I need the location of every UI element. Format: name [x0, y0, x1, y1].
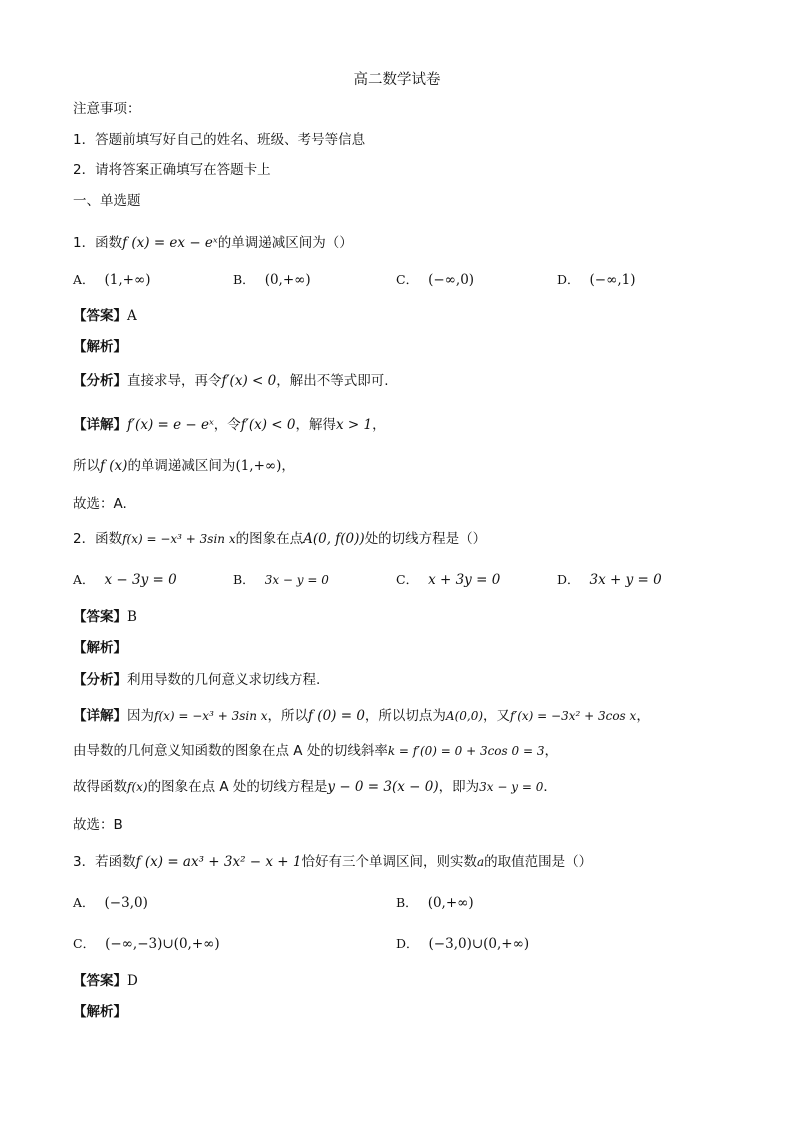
q3-mid: 恰好有三个单调区间，则实数 — [301, 854, 477, 870]
q1-so-expr: f (x) — [100, 458, 128, 474]
q3-option-b — [396, 893, 474, 913]
q2-mid: 的图象在点 — [235, 531, 304, 547]
q3-answer-value: D — [127, 973, 138, 989]
q1-answer — [73, 306, 137, 326]
q2-xj-c: ，所以切点为 — [364, 708, 446, 724]
q1-xj-expr1: f′(x) = e − eˣ — [127, 417, 214, 433]
q2-option-c-value: x + 3y = 0 — [428, 572, 501, 588]
q2-fenxi — [73, 670, 320, 690]
q1-option-b-label: B． — [233, 272, 255, 287]
q1-prefix: 1．函数 — [73, 235, 123, 251]
question-1 — [73, 233, 353, 253]
q1-option-c-label: C． — [396, 272, 419, 287]
note-1: 1．答题前填写好自己的姓名、班级、考号等信息 — [73, 132, 366, 148]
q3-var: a — [477, 855, 485, 869]
q2-xj-a: 因为 — [127, 708, 154, 724]
q1-option-c-value: (−∞,0) — [428, 272, 475, 288]
question-3 — [73, 852, 592, 872]
q2-analysis-label: 【解析】 — [73, 640, 127, 656]
q1-option-c — [396, 270, 474, 290]
q3-suffix: 的取值范围是（） — [484, 854, 593, 870]
q3-option-b-label: B． — [396, 895, 418, 910]
q1-analysis-tag — [73, 337, 127, 357]
q2-option-d-value: 3x + y = 0 — [589, 572, 662, 588]
q3-answer — [73, 971, 138, 991]
q2-choose: 故选：B — [73, 817, 123, 833]
q3-prefix: 3．若函数 — [73, 854, 136, 870]
q1-so-b: 的单调递减区间为 — [127, 458, 236, 474]
q2-xj-expr3: A(0,0) — [445, 709, 484, 723]
q2-option-b-label: B． — [233, 572, 255, 587]
q1-xj-a: ，令 — [213, 417, 241, 433]
q2-xiangjie — [73, 706, 650, 726]
q1-xiangjie-tag: 【详解】 — [73, 417, 127, 433]
q2-xj-expr1: f(x) = −x³ + 3sin x — [154, 709, 268, 723]
q1-option-d — [557, 270, 636, 290]
q3-option-a — [73, 893, 148, 913]
q1-fenxi-expr: f′(x) < 0 — [221, 373, 277, 389]
q3-option-b-value: (0,+∞) — [427, 895, 474, 911]
q2-option-a-value: x − 3y = 0 — [104, 572, 177, 588]
q2-l3-a: 故得函数 — [73, 779, 127, 795]
q2-answer-value: B — [127, 609, 137, 625]
q1-fenxi-a: 直接求导，再令 — [127, 373, 222, 389]
q2-option-a-label: A． — [73, 572, 95, 587]
q3-analysis-tag — [73, 1002, 127, 1022]
q1-xj-expr2: f′(x) < 0 — [240, 417, 296, 433]
q2-option-a — [73, 570, 177, 590]
q1-option-b-value: (0,+∞) — [264, 272, 311, 288]
q2-fenxi-tag: 【分析】 — [73, 672, 127, 688]
q1-fenxi-tag: 【分析】 — [73, 373, 127, 389]
q2-xj-e: ， — [636, 708, 650, 724]
q2-answer-tag: 【答案】 — [73, 609, 127, 625]
q1-option-a — [73, 270, 151, 290]
q1-so-c: ， — [281, 458, 295, 474]
q2-l3-d: ． — [543, 779, 557, 795]
notes-heading: 注意事项： — [73, 101, 141, 117]
q1-xj-c: ， — [372, 417, 386, 433]
q3-option-d-label: D． — [396, 936, 419, 951]
q1-suffix: 的单调递减区间为（） — [217, 235, 353, 251]
q2-tangent-line — [73, 777, 557, 797]
q1-xj-b: ，解得 — [295, 417, 336, 433]
q2-expr: f(x) = −x³ + 3sin x — [122, 532, 236, 546]
question-2 — [73, 529, 486, 549]
q3-option-c-label: C． — [73, 936, 96, 951]
q3-option-d — [396, 934, 529, 954]
q2-xiangjie-tag: 【详解】 — [73, 708, 127, 724]
q2-option-b-value: 3x − y = 0 — [264, 573, 329, 587]
q2-xj-expr2: f (0) = 0 — [308, 708, 365, 724]
q2-option-d-label: D． — [557, 572, 580, 587]
q2-option-b — [233, 570, 329, 590]
q2-analysis-tag — [73, 638, 127, 658]
page-title: 高二数学试卷 — [353, 72, 441, 88]
note-2: 2．请将答案正确填写在答题卡上 — [73, 162, 271, 178]
q3-option-a-value: (−3,0) — [104, 895, 148, 911]
q1-fenxi — [73, 371, 389, 391]
q1-fenxi-b: ，解出不等式即可. — [276, 373, 389, 389]
q2-prefix: 2．函数 — [73, 531, 123, 547]
q1-xj-expr3: x > 1 — [335, 417, 373, 433]
q2-l3-b: 的图象在点 A 处的切线方程是 — [147, 779, 328, 795]
q3-option-d-value: (−3,0)∪(0,+∞) — [428, 936, 530, 952]
q2-l2-b: ， — [544, 743, 558, 759]
q1-analysis-label: 【解析】 — [73, 339, 127, 355]
q1-so-a: 所以 — [73, 458, 100, 474]
q1-answer-tag: 【答案】 — [73, 308, 127, 324]
q3-expr: f (x) = ax³ + 3x² − x + 1 — [135, 854, 302, 870]
q3-option-a-label: A． — [73, 895, 95, 910]
q2-l3-expr3: 3x − y = 0 — [479, 780, 544, 794]
q2-xj-b: ，所以 — [267, 708, 309, 724]
q1-option-a-value: (1,+∞) — [104, 272, 151, 288]
q2-xj-d: ，又 — [483, 708, 511, 724]
q2-l3-expr1: f(x) — [127, 780, 148, 794]
q2-option-d — [557, 570, 662, 590]
q1-choose: 故选：A. — [73, 496, 127, 512]
q2-point: A(0, f(0)) — [303, 531, 365, 547]
q1-option-d-label: D． — [557, 272, 580, 287]
q1-expr: f (x) = ex − eˣ — [122, 235, 218, 251]
q1-answer-value: A — [127, 308, 137, 324]
q2-l3-c: ，即为 — [438, 779, 480, 795]
q1-xiangjie — [73, 415, 386, 435]
q2-answer — [73, 607, 137, 627]
q3-option-c-value: (−∞,−3)∪(0,+∞) — [105, 936, 220, 952]
q1-conclusion — [73, 456, 295, 476]
q3-option-c — [73, 934, 220, 954]
q2-l2-expr: k = f′(0) = 0 + 3cos 0 = 3 — [387, 744, 545, 758]
q3-analysis-label: 【解析】 — [73, 1004, 127, 1020]
q1-so-expr2: (1,+∞) — [235, 458, 282, 474]
q3-answer-tag: 【答案】 — [73, 973, 127, 989]
q2-slope-line — [73, 741, 558, 761]
q2-xj-expr4: f′(x) = −3x² + 3cos x — [510, 709, 637, 723]
q1-option-a-label: A． — [73, 272, 95, 287]
q2-l2-a: 由导数的几何意义知函数的图象在点 A 处的切线斜率 — [73, 743, 388, 759]
q1-option-d-value: (−∞,1) — [589, 272, 636, 288]
q2-l3-expr2: y − 0 = 3(x − 0) — [327, 779, 439, 795]
q2-option-c — [396, 570, 500, 590]
section-heading: 一、单选题 — [73, 193, 141, 209]
q2-suffix: 处的切线方程是（） — [364, 531, 487, 547]
q1-option-b — [233, 270, 311, 290]
q2-fenxi-text: 利用导数的几何意义求切线方程. — [127, 672, 321, 688]
q2-option-c-label: C． — [396, 572, 419, 587]
